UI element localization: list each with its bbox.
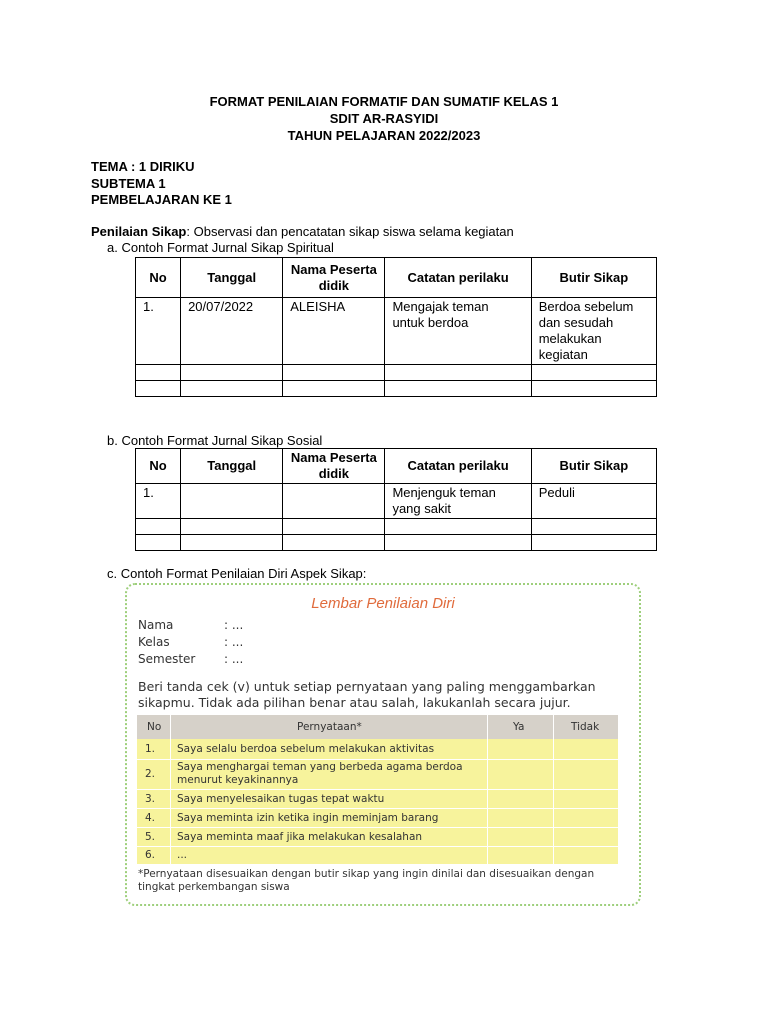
instruction-line1: Beri tanda cek (v) untuk setiap pernyataan yang paling menggambarkan [138, 679, 596, 694]
doc-title-line2: SDIT AR-RASYIDI [329, 111, 439, 126]
self-table-row [137, 808, 618, 827]
self-table-row [137, 827, 618, 846]
table-row [136, 298, 657, 365]
penilaian-sikap-label: Penilaian Sikap [91, 224, 187, 239]
subtema-label: SUBTEMA 1 [91, 176, 166, 191]
self-row-no: 4. [145, 811, 156, 824]
field-kelas-value: : ... [224, 635, 244, 649]
pembelajaran-label: PEMBELAJARAN KE 1 [91, 192, 232, 207]
self-row-text: Saya menghargai teman yang berbeda agama berdoa menurut keyakinannya [177, 761, 463, 786]
self-row-text: Saya meminta izin ketika ingin meminjam barang [177, 811, 439, 824]
doc-title-line3: TAHUN PELAJARAN 2022/2023 [287, 128, 481, 143]
col-tanggal: Tanggal [181, 258, 283, 298]
self-row-text: Saya meminta maaf jika melakukan kesalahan [177, 830, 423, 843]
self-col-tidak: Tidak [571, 721, 600, 733]
self-col-pernyataan: Pernyataan* [297, 721, 362, 733]
jurnal-sosial-table [135, 448, 657, 551]
table-row-empty [136, 519, 657, 535]
grid-line [137, 789, 618, 790]
col-nama: Nama Peserta didik [283, 449, 385, 484]
section-b-title: b. Contoh Format Jurnal Sikap Sosial [107, 433, 323, 448]
cell-butir: Peduli [531, 484, 656, 519]
penilaian-sikap-line [91, 224, 514, 240]
cell-nama [283, 484, 385, 519]
field-nama-label: Nama [138, 618, 174, 632]
section-c-title: c. Contoh Format Penilaian Diri Aspek Sikap: [107, 566, 367, 581]
self-col-ya: Ya [513, 721, 525, 733]
col-catatan: Catatan perilaku [385, 449, 531, 484]
col-no: No [136, 258, 181, 298]
self-row-no: 5. [145, 830, 156, 843]
jurnal-spiritual-table [135, 257, 657, 397]
cell-butir: Berdoa sebelum dan sesudah melakukan kegiatan [531, 298, 656, 365]
grid-line [137, 759, 618, 760]
cell-tanggal [181, 484, 283, 519]
penilaian-sikap-desc: : Observasi dan pencatatan sikap siswa selama kegiatan [186, 224, 514, 239]
field-semester-value: : ... [224, 652, 244, 666]
cell-nama: ALEISHA [283, 298, 385, 365]
cell-no: 1. [136, 484, 181, 519]
tema-label: TEMA : 1 DIRIKU [91, 159, 195, 174]
self-row-text: ... [177, 849, 188, 861]
grid-line [137, 808, 618, 809]
cell-catatan: Menjenguk teman yang sakit [385, 484, 531, 519]
self-row-text: Saya menyelesaikan tugas tepat waktu [177, 792, 385, 805]
field-nama-value: : ... [224, 618, 244, 632]
col-tanggal: Tanggal [181, 449, 283, 484]
grid-line [137, 827, 618, 828]
table-row [136, 484, 657, 519]
field-kelas-label: Kelas [138, 635, 170, 649]
section-a-title: a. Contoh Format Jurnal Sikap Spiritual [107, 240, 334, 255]
field-semester-label: Semester [138, 652, 196, 666]
table-row-empty [136, 535, 657, 551]
cell-catatan: Mengajak teman untuk berdoa [385, 298, 531, 365]
self-row-no: 1. [145, 743, 156, 755]
col-nama: Nama Peserta didik [283, 258, 385, 298]
table-header-row [136, 449, 657, 484]
self-table-header [137, 715, 618, 739]
self-col-no: No [147, 721, 162, 733]
self-row-no: 2. [145, 768, 156, 780]
instruction-line2: sikapmu. Tidak ada pilihan benar atau salah, lakukanlah secara jujur. [138, 695, 571, 710]
footnote-line2: tingkat perkembangan siswa [138, 881, 290, 893]
table-row-empty [136, 381, 657, 397]
table-header-row [136, 258, 657, 298]
self-table-row [137, 789, 618, 808]
self-table-row [137, 759, 618, 789]
cell-tanggal: 20/07/2022 [181, 298, 283, 365]
lembar-title: Lembar Penilaian Diri [311, 595, 455, 612]
col-butir: Butir Sikap [531, 449, 656, 484]
self-table-row [137, 846, 618, 864]
self-row-no: 3. [145, 792, 156, 805]
cell-no: 1. [136, 298, 181, 365]
table-row-empty [136, 365, 657, 381]
col-butir: Butir Sikap [531, 258, 656, 298]
self-table-row [137, 739, 618, 759]
grid-line [137, 846, 618, 847]
self-row-text: Saya selalu berdoa sebelum melakukan aktivitas [177, 743, 435, 755]
footnote-line1: *Pernyataan disesuaikan dengan butir sikap yang ingin dinilai dan disesuaikan dengan [138, 868, 595, 880]
col-catatan: Catatan perilaku [385, 258, 531, 298]
col-no: No [136, 449, 181, 484]
self-row-no: 6. [145, 849, 156, 861]
doc-title-line1: FORMAT PENILAIAN FORMATIF DAN SUMATIF KELAS 1 [209, 94, 559, 109]
